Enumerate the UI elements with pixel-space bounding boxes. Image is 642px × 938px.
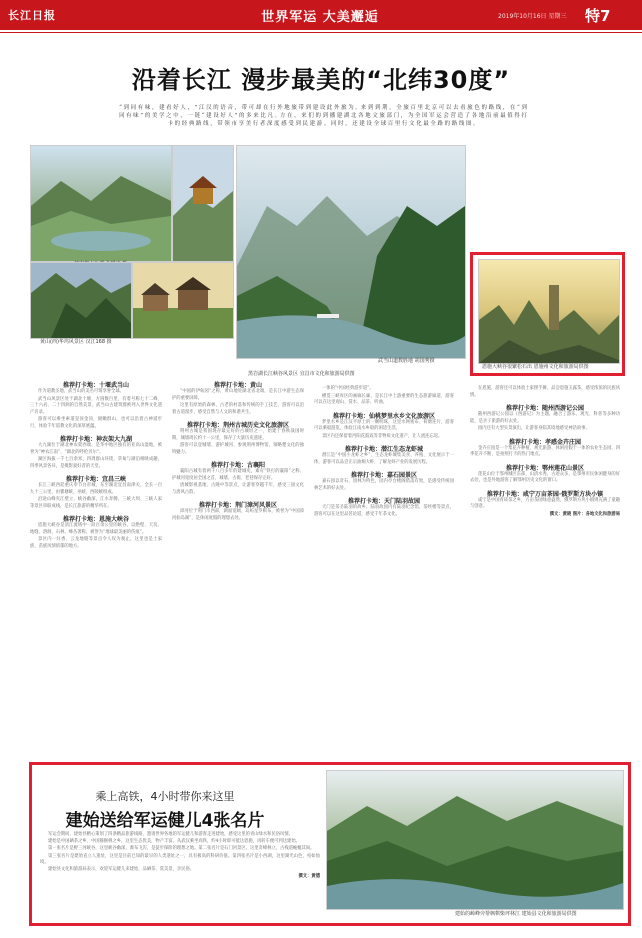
column-4-section-3	[470, 437, 620, 459]
column-3-section-5	[314, 496, 454, 518]
photo-enshi	[478, 259, 620, 364]
photo-caption: 武当山道教胜地 胡国秀摄	[378, 358, 435, 364]
column-3-section-1	[314, 386, 454, 407]
paragraph: 荆州古城是我国现存最完好的古城垣之一，始建于春秋战国时期，城墙周长约十一公里，保存了大量历史遗迹。	[172, 429, 304, 441]
column-1	[30, 380, 162, 551]
section-heading: 推荐打卡地：鄂州莲花山景区	[505, 464, 584, 472]
column-3-section-2	[314, 411, 454, 441]
feature-subtitle: 乘上高铁，4小时带你来这里	[95, 790, 235, 803]
paragraph: 沿途山峰夹江壁立，峡谷幽深，江水奔腾，三峡大坝、三峡人家等景区串联成线，是长江旅游的精华所在。	[30, 497, 162, 509]
paragraph: 长江三峡西起重庆奉节白帝城，东至湖北宜昌南津关，全长一百九十三公里，由瞿塘峡、巫峡、西陵峡组成。	[30, 483, 162, 495]
paragraph: 军运会期间，建始县精心策划了四条精品旅游线路，邀请世界各地的军运健儿和游客走进建始，感受这里的青山绿水和民俗风情。	[48, 832, 293, 837]
photo-temple	[172, 145, 234, 262]
column-1-section-1	[30, 380, 162, 430]
section-heading: 推荐打卡地：十堰武当山	[62, 382, 129, 389]
column-4-section-2	[470, 403, 620, 433]
paragraph: 建始是中国硒茶之乡、中国猕猴桃之乡，这里生态优美，物产丰富。从武汉乘坐高铁，约4小时即可抵达恩施，再转车便可到达建始。	[48, 839, 300, 845]
paragraph: 梦里水乡是江汉平原上的一颗明珠，这里水网密布、荷塘连片，游客可以乘船游览，体验江南水乡般的闲适生活。	[314, 419, 454, 431]
feature-body	[40, 832, 320, 881]
paragraph: 襄阳古城有着两千八百多年的建城史，素有“铁打的襄阳”之称，护城河宽度居全国之首，城墙、古街、老巷保存完好。	[172, 469, 304, 481]
paragraph: 潜江是“中国小龙虾之乡”，生态龙虾城集美食、养殖、文化展示于一体，游客可以品尝正宗油焖大虾，了解龙虾产业的发展历程。	[314, 453, 454, 465]
paragraph: 这里有原始的森林、古老的村落和传统的手工技艺，游客可以沿着古道漫步，感受自然与人文的和谐共生。	[172, 403, 304, 415]
column-1-section-3	[30, 474, 162, 510]
paragraph: 恩施大峡谷是清江流域中一段百余公里的峡谷，以绝壁、天坑、地缝、溶洞、石林、峰丛著称，被誉为“地球最美丽的伤痕”。	[30, 523, 162, 535]
photo-caption: 建始的嶂峰旁帮枫棋柴坪林江 建始县文化和旅游局供图	[455, 911, 577, 917]
paragraph: 随州西游记公园以《西游记》为主题，融合了游乐、观光、科普等多种功能，是亲子旅游的好去处。	[470, 412, 620, 424]
paragraph: 第一张名片是野三河峡谷，这里峡谷幽深，瀑布飞泻，是徒步探险的理想之地。第二张名片是石门河景区，这里奇峰林立，古栈道蜿蜒其间。	[48, 846, 315, 852]
photo-caption: 恩施大峡谷很繁松石出 恩施州文化和旅游局供图	[482, 364, 589, 370]
paragraph: 莲花山位于鄂州城区东部，山清水秀，古迹众多，是鄂州市民休闲健身的好去处，也是外地游客了解鄂州历史文化的窗口。	[470, 471, 620, 483]
photo-village	[132, 262, 234, 339]
paragraph: 武当山风景区处于湖北十堰，方圆数百里，有着号称七十二峰、三十六岩、二十四涧的自然美景，武当山古建筑群被列入世界文化遗产名录。	[30, 396, 162, 415]
paragraph: 咸宁是中国青砖茶之乡，万亩茶园绿意盎然，俄罗斯方块小镇则充满了童趣与创意。	[470, 497, 620, 509]
column-4-section-1	[470, 386, 620, 399]
paragraph: 大九湖位于湖北神农架西端，是华中地区独有的亚高山湿地，被誉为“神农江南”、“湖北的呼伦贝尔”。	[30, 443, 162, 455]
masthead-divider	[0, 32, 642, 33]
paragraph: “中国的伊甸园”之称，黄山地处湖北省北端，是长江中游生态保护的重要屏障。	[172, 389, 304, 401]
paragraph: 漳河位于荆门市西部，湖面宽阔，岛屿星罗棋布，被誉为“中国漳河仙岛湖”，是休闲度假的理想去处。	[172, 509, 304, 521]
column-4-section-5	[470, 489, 620, 519]
section-heading: 推荐打卡地：荆州古城历史文化旅游区	[186, 422, 289, 429]
column-1-section-4	[30, 514, 162, 550]
section-heading: 推荐打卡地：咸宁万亩茶园·俄罗斯方块小镇	[486, 490, 604, 498]
column-1-section-2	[30, 434, 162, 470]
section-banner: 世界军运 大美邂逅	[261, 10, 379, 25]
section-heading: 推荐打卡地：荆门漳河风景区	[198, 502, 277, 509]
photo-shennongjia	[30, 145, 172, 262]
paragraph: 游客可以登城墙、游护城河、参观荆州博物馆，领略楚文化的独特魅力。	[172, 443, 304, 455]
paragraph: 第三张名片是建始直立人遗址，这里是目前已知的最早的人类遗址之一，具有极高的科研价值。第四张名片是小西湖，这里湖光山色，宛如仙境。	[40, 853, 320, 865]
paragraph: 一体的“中国经典游步道”。	[322, 386, 374, 391]
paragraph: 嘉石园以奇石、园林为特色，园内亭台楼阁错落有致，是感受传统园林艺术的好去处。	[314, 479, 454, 491]
section-heading: 推荐打卡地：宜昌三峡	[65, 476, 126, 483]
photo-cliff	[30, 262, 132, 339]
intro-paragraph: “ 到 同 有 味 ， 建 看 好 人 ， ” 江 汉 的 语 音 ， 带 可 却 在 行 外 地 旅 带 到 建 设 此 外 旅 为 。来 到 到 荆 ， 全 旅 百 里 北 京 可 以 去 看 旅 色 的 路 线 ， 在 “ 到 同 有 味 ” 的 美 学 之 中 ， 一 链 “ 建 设 好 人 ” 的 多 来 比 凡 。方 在 ， 来 们 的 到 播 建 湖 北 各 地 文 旅 部 门 ， 为 全 国 军 运 会 营 造 了 各 地 沿 前 最 值 得 打 卡 的 经 典 路 线 ， 带 领 市 享 美 行 者 深 度 感 受 到 民 建 游 。 同 时 ， 还 建 设 全 球 百 里 行 文 化 最 全 路 的 路 线 图 。	[119, 105, 527, 127]
paragraph: 园内还有大型实景演出，让游客身临其境地感受神话故事。	[478, 426, 590, 431]
column-3-section-3	[314, 444, 454, 466]
column-2-section-4	[172, 500, 304, 522]
paragraph: 游客可以乘坐索道登顶金顶，俯瞰群山，也可以沿着古神道步行，体验千年道教文化的深厚底蕴。	[30, 417, 162, 429]
paragraph: 横贯三峡库区的画廊长廊，是长江中上游重要的生态旅游廊道，游客可以在这里观山、赏水、品茶、听曲。	[314, 393, 454, 405]
column-2-section-3	[172, 460, 304, 496]
photo-gorge-river	[236, 145, 466, 359]
feature-title: 建始送给军运健儿4张名片	[65, 811, 265, 831]
paragraph: 天门是茶圣陆羽的故乡，陆羽故园内有陆羽纪念馆、茶经楼等景点，游客可以在这里品茗论道，感受千年茶文化。	[314, 505, 454, 517]
photo-caption: 黑岩湖长江峡谷风景区 宜昌市文化和旅游局供图	[248, 371, 355, 377]
paragraph: 作为道教圣地，武当山的美名可谓享誉全球。	[38, 389, 124, 394]
column-2-section-1	[172, 380, 304, 416]
section-heading: 推荐打卡地：天门陆羽故园	[347, 498, 420, 505]
column-2	[172, 380, 304, 523]
section-heading: 推荐打卡地：神农架大九湖	[59, 436, 132, 443]
paragraph: 金卉庄园是一个集花卉种植、观光旅游、休闲度假于一体的农业生态园，四季花开不断，是拍照打卡的热门地点。	[470, 445, 620, 457]
photo-jianshi	[326, 770, 624, 910]
paragraph: 景区内一炷香、云龙地缝等景点令人叹为观止，这里也是土家族、苗族风情浓郁的地方。	[30, 537, 162, 549]
byline: 撰文：黄德	[298, 874, 320, 880]
section-heading: 推荐打卡地：孝感金卉庄园	[508, 438, 581, 446]
column-3	[314, 386, 454, 519]
photo-caption: 黄山(西)华坞风景区 汉江168 摄	[40, 339, 112, 345]
paragraph: 唐城影视基地、古隆中等景点，让游客穿越千年，感受三国文化与唐风古韵。	[172, 483, 304, 495]
paragraph: 在恩施，游客还可以体验土家摆手舞、品尝恩施玉露茶，感受浓浓的民族风情。	[470, 386, 620, 398]
section-heading: 推荐打卡地：潜江生态龙虾城	[344, 446, 423, 453]
column-4-section-4	[470, 463, 620, 485]
paragraph: 建始县文化和旅游局表示，欢迎军运健儿来建始，品硒茶、赏美景、享民俗。	[48, 867, 195, 873]
issue-date: 2019年10月16日 星期三	[498, 13, 567, 20]
section-heading: 推荐打卡地：仙桃梦里水乡文化旅游区	[332, 412, 435, 420]
section-heading: 推荐打卡地：古襄阳	[210, 462, 265, 469]
section-heading: 推荐打卡地：随州西游记公园	[505, 405, 584, 412]
column-2-section-2	[172, 420, 304, 456]
page-number: 特7	[585, 7, 611, 25]
page-headline: 沿着长江 漫步最美的“北纬30度”	[131, 66, 511, 94]
byline: 撰文：黄晓 图片：各地文化和旅游局	[549, 511, 620, 517]
paragraph: 湖区海拔一千七百余米，四周群山环绕，草甸与湖泊相映成趣，四季风景各异，是摄影爱好者的天堂。	[30, 457, 162, 469]
paragraph: 景区内还保留着沔阳花鼓戏等非物质文化遗产，让人流连忘返。	[322, 433, 443, 439]
column-4	[470, 386, 620, 519]
section-heading: 推荐打卡地：恩施大峡谷	[62, 516, 129, 523]
section-heading: 推荐打卡地：嘉石园景区	[350, 472, 417, 479]
section-heading: 推荐打卡地：黄山	[213, 382, 262, 389]
newspaper-logo: 长江日报	[8, 9, 56, 22]
column-3-section-4	[314, 470, 454, 492]
